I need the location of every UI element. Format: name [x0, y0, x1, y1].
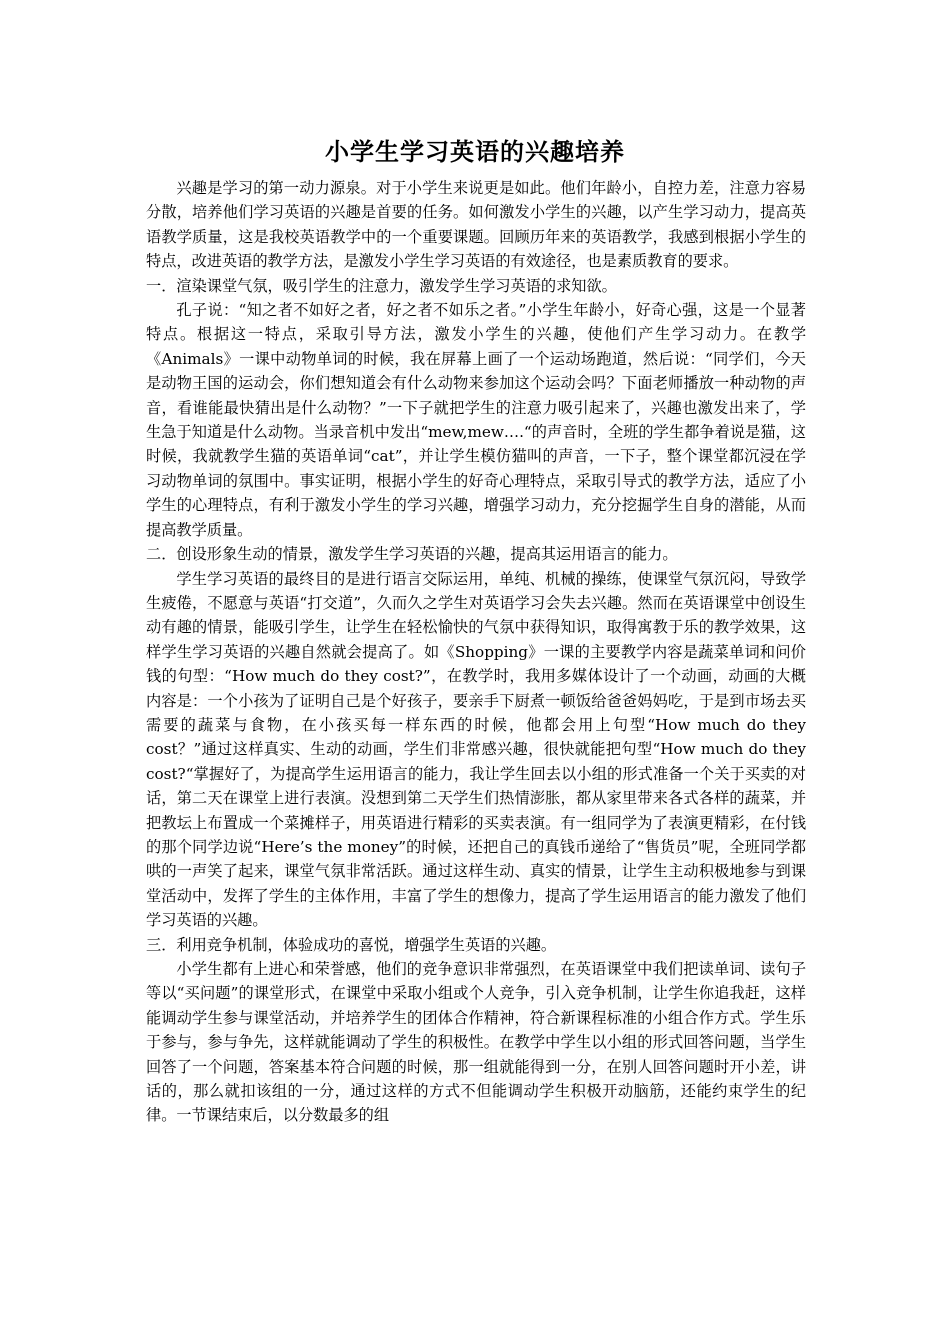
document-body: [146, 176, 806, 1128]
section-heading: 二．创设形象生动的情景，激发学生学习英语的兴趣，提高其运用语言的能力。: [146, 545, 678, 564]
paragraph: 孔子说：“知之者不如好之者，好之者不如乐之者。”小学生年龄小，好奇心强，这是一个显著特点。根据这一特点，采取引导方法，激发小学生的兴趣，使他们产生学习动力。在教学《Animals》一课中动物单词的时候，我在屏幕上画了一个运动场跑道，然后说：“同学们，今天是动物王国的运动会，你们想知道会有什么动物来参加这个运动会吗？下面老师播放一种动物的声音，看谁能最快猜出是什么动物？”一下子就把学生的注意力吸引起来了，兴趣也激发出来了，学生急于知道是什么动物。当录音机中发出“mew,mew….“的声音时，全班的学生都争着说是猫，这时候，我就教学生猫的英语单词“cat”，并让学生模仿猫叫的声音，一下子，整个课堂都沉浸在学习动物单词的氛围中。事实证明，根据小学生的好奇心理特点，采取引导式的教学方法，适应了小学生的心理特点，有利于激发小学生的学习兴趣，增强学习动力，充分挖掘学生自身的潜能，从而提高教学质量。: [146, 301, 806, 539]
paragraph: 兴趣是学习的第一动力源泉。对于小学生来说更是如此。他们年龄小，自控力差，注意力容易分散，培养他们学习英语的兴趣是首要的任务。如何激发小学生的兴趣，以产生学习动力，提高英语教学质量，这是我校英语教学中的一个重要课题。回顾历年来的英语教学，我感到根据小学生的特点，改进英语的教学方法，是激发小学生学习英语的有效途径，也是素质教育的要求。: [146, 179, 806, 271]
section-heading: 一．渲染课堂气氛，吸引学生的注意力，激发学生学习英语的求知欲。: [146, 276, 617, 295]
section-heading: 三．利用竞争机制，体验成功的喜悦，增强学生英语的兴趣。: [146, 935, 557, 954]
paragraph: 小学生都有上进心和荣誉感，他们的竞争意识非常强烈，在英语课堂中我们把读单词、读句子等以“买问题”的课堂形式，在课堂中采取小组或个人竞争，引入竞争机制，让学生你追我赶，这样能调动学生参与课堂活动，并培养学生的团体合作精神，符合新课程标准的小组合作方式。学生乐于参与，参与争先，这样就能调动了学生的积极性。在教学中学生以小组的形式回答问题，当学生回答了一个问题，答案基本符合问题的时候，那一组就能得到一分，在别人回答问题时开小差，讲话的，那么就扣该组的一分，通过这样的方式不但能调动学生积极开动脑筋，还能约束学生的纪律。一节课结束后，以分数最多的组: [146, 960, 806, 1125]
paragraph: 学生学习英语的最终目的是进行语言交际运用，单纯、机械的操练，使课堂气氛沉闷，导致学生疲倦，不愿意与英语“打交道”，久而久之学生对英语学习会失去兴趣。然而在英语课堂中创设生动有趣的情景，能吸引学生，让学生在轻松愉快的气氛中获得知识，取得寓教于乐的教学效果，这样学生学习英语的兴趣自然就会提高了。如《Shopping》一课的主要教学内容是蔬菜单词和问价钱的句型：“How much do they cost?”，在教学时，我用多媒体设计了一个动画，动画的大概内容是：一个小孩为了证明自己是个好孩子，要亲手下厨煮一顿饭给爸爸妈妈吃，于是到市场去买需要的蔬菜与食物，在小孩买每一样东西的时候，他都会用上句型“How much do they cost？”通过这样真实、生动的动画，学生们非常感兴趣，很快就能把句型“How much do they cost?“掌握好了，为提高学生运用语言的能力，我让学生回去以小组的形式准备一个关于买卖的对话，第二天在课堂上进行表演。没想到第二天学生们热情澎胀，都从家里带来各式各样的蔬菜，并把教坛上布置成一个菜摊样子，用英语进行精彩的买卖表演。有一组同学为了表演更精彩，在付钱的那个同学边说“Here’s the money”的时候，还把自己的真钱币递给了“售货员”呢，全班同学都哄的一声笑了起来，课堂气氛非常活跃。通过这样生动、真实的情景，让学生主动积极地参与到课堂活动中，发挥了学生的主体作用，丰富了学生的想像力，提高了学生运用语言的能力激发了他们学习英语的兴趣。: [146, 569, 806, 930]
document-title: 小学生学习英语的兴趣培养: [325, 137, 625, 166]
